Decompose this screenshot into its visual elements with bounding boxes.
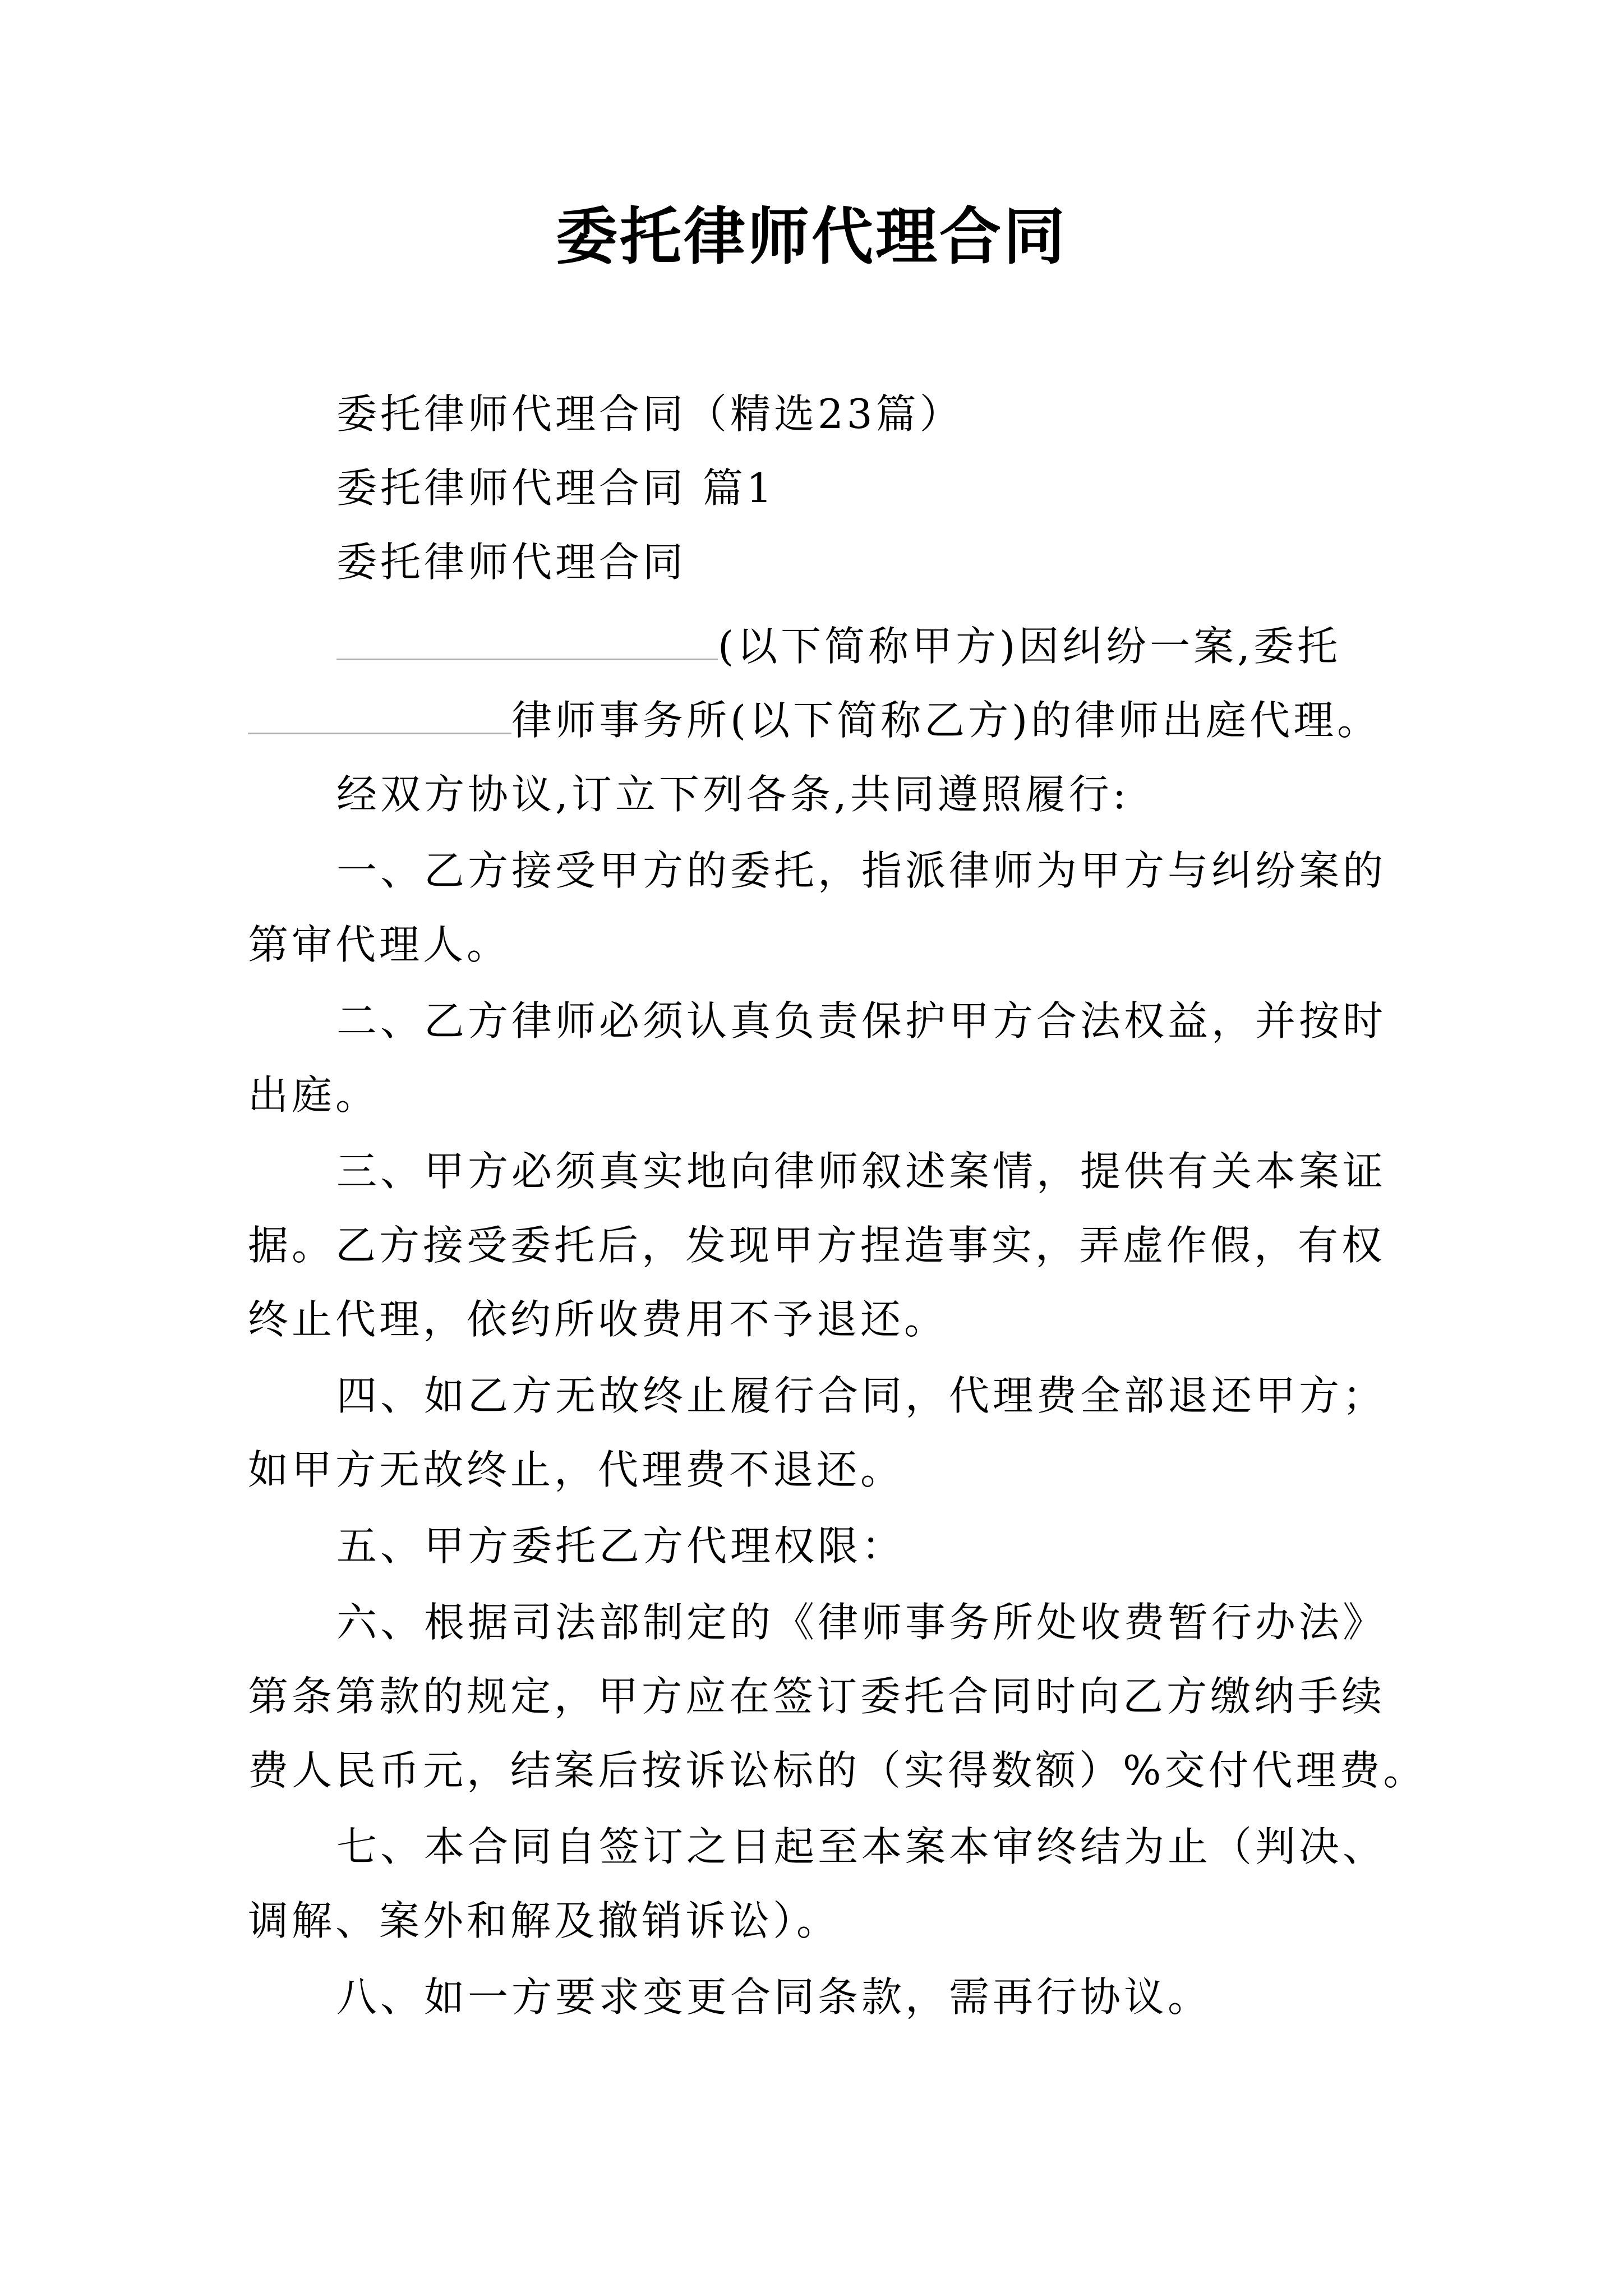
text-line-clause-5: 五、甲方委托乙方代理权限： xyxy=(336,1522,906,1570)
text-line-contract-name: 委托律师代理合同 xyxy=(336,539,687,586)
text-line-clause-1-cont: 第审代理人。 xyxy=(248,921,511,968)
text-line-collection-title: 委托律师代理合同（精选23篇） xyxy=(336,390,963,438)
text-line-clause-4-cont: 如甲方无故终止，代理费不退还。 xyxy=(248,1446,905,1493)
text-line-clause-6: 六、根据司法部制定的《律师事务所处收费暂行办法》 xyxy=(336,1599,1387,1646)
text-line-clause-2: 二、乙方律师必须认真负责保护甲方合法权益，并按时 xyxy=(336,997,1387,1045)
party-b-text: 律师事务所(以下简称乙方)的律师出庭代理。 xyxy=(511,697,1381,744)
party-a-blank xyxy=(336,619,718,660)
text-line-clause-6-cont-1: 第条第款的规定，甲方应在签订委托合同时向乙方缴纳手续 xyxy=(248,1673,1386,1720)
document-title: 委托律师代理合同 xyxy=(556,200,1067,273)
text-line-article-heading: 委托律师代理合同 篇1 xyxy=(336,464,776,512)
text-line-clause-7-cont: 调解、案外和解及撤销诉讼）。 xyxy=(248,1897,841,1944)
text-line-clause-2-cont: 出庭。 xyxy=(248,1071,380,1119)
text-line-clause-6-cont-2: 费人民币元，结案后按诉讼标的（实得数额）%交付代理费。 xyxy=(248,1747,1427,1794)
text-line-clause-1: 一、乙方接受甲方的委托，指派律师为甲方与纠纷案的 xyxy=(336,847,1387,894)
text-line-clause-3-cont-1: 据。乙方接受委托后，发现甲方捏造事实，弄虚作假，有权 xyxy=(248,1222,1386,1269)
text-line-party-b xyxy=(248,692,1381,748)
text-line-agreement: 经双方协议,订立下列各条,共同遵照履行: xyxy=(336,771,1130,818)
text-line-clause-4: 四、如乙方无故终止履行合同，代理费全部退还甲方； xyxy=(336,1372,1387,1419)
party-a-text: (以下简称甲方)因纠纷一案,委托 xyxy=(718,623,1341,670)
text-line-clause-7: 七、本合同自签订之日起至本案本审终结为止（判决、 xyxy=(336,1823,1387,1870)
text-line-clause-3-cont-2: 终止代理，依约所收费用不予退还。 xyxy=(248,1296,948,1343)
party-b-blank xyxy=(248,693,511,734)
text-line-party-a xyxy=(336,618,1341,674)
text-line-clause-8: 八、如一方要求变更合同条款，需再行协议。 xyxy=(336,1973,1212,2021)
text-line-clause-3: 三、甲方必须真实地向律师叙述案情，提供有关本案证 xyxy=(336,1148,1387,1195)
